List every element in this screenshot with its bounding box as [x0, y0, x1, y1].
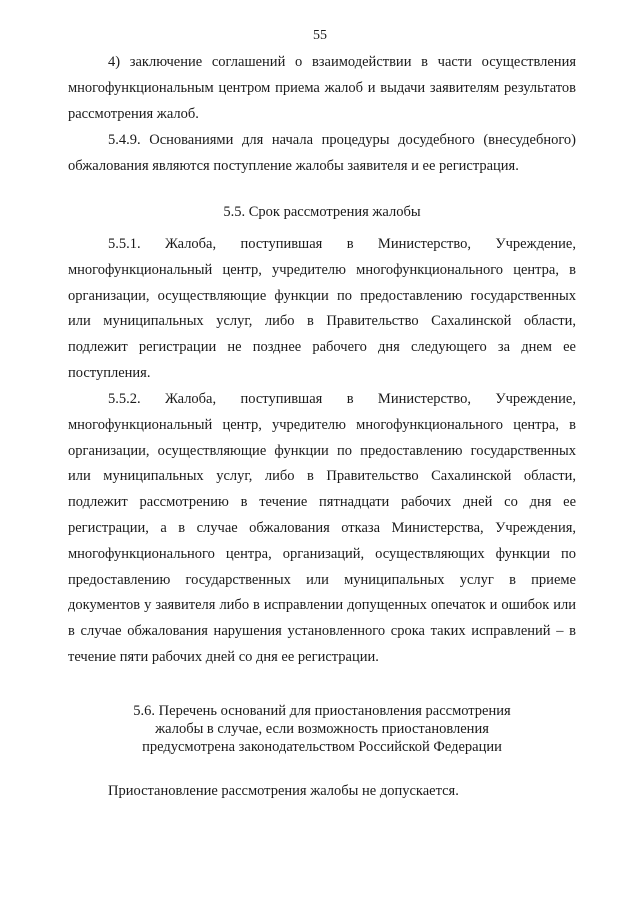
section-heading-5-5: 5.5. Срок рассмотрения жалобы [223, 204, 421, 220]
paragraph-5-5-1: 5.5.1. Жалоба, поступившая в Министерство, Учреждение, многофункциональный центр, учредителю многофункционального центра, в организации, осуществляющие функции по предоставлению государственных или муниципальных услуг, либо в Правительство Сахалинской области, подлежит регистрации не позднее рабочего дня следующего за днем ее поступления. [68, 236, 576, 381]
section-heading-5-6-line-1: 5.6. Перечень оснований для приостановления рассмотрения [133, 703, 511, 719]
section-heading-5-6-line-2: жалобы в случае, если возможность приостановления [155, 721, 489, 737]
paragraph-5-4-9: 5.4.9. Основаниями для начала процедуры досудебного (внесудебного) обжалования являются поступление жалобы заявителя и ее регистрация. [68, 132, 576, 174]
paragraph-item-4: 4) заключение соглашений о взаимодействии в части осуществления многофункциональным центром приема жалоб и выдачи заявителям результатов рассмотрения жалоб. [68, 54, 576, 122]
page-number: 55 [313, 28, 327, 43]
paragraph-suspension: Приостановление рассмотрения жалобы не допускается. [108, 783, 459, 799]
paragraph-5-5-2: 5.5.2. Жалоба, поступившая в Министерство, Учреждение, многофункциональный центр, учредителю многофункционального центра, в организации, осуществляющие функции по предоставлению государственных или муниципальных услуг, либо в Правительство Сахалинской области, подлежит рассмотрению в течение пятнадцати рабочих дней со дня ее регистрации, а в случае обжалования отказа Министерства, Учреждения, многофункционального центра, организаций, осуществляющих функции по предоставлению государственных или муниципальных услуг в приеме документов у заявителя либо в исправлении допущенных опечаток и ошибок или в случае обжалования нарушения установленного срока таких исправлений – в течение пяти рабочих дней со дня ее регистрации. [68, 391, 576, 665]
section-heading-5-6-line-3: предусмотрена законодательством Российской Федерации [142, 739, 502, 755]
